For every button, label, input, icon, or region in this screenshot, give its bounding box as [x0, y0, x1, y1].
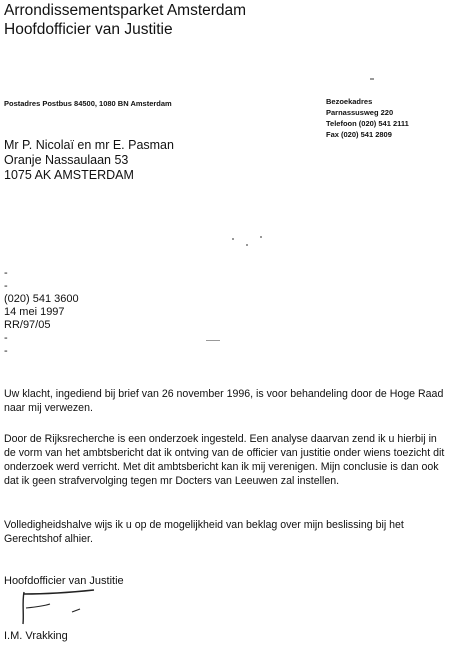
- visiting-address: [326, 96, 409, 140]
- visiting-address-street: Parnassusweg 220: [326, 108, 394, 117]
- letterhead-organization: Arrondissementsparket Amsterdam: [4, 2, 247, 19]
- reference-line: -: [4, 280, 8, 292]
- scan-speck: [260, 236, 262, 238]
- closing-title: Hoofdofficier van Justitie: [4, 575, 124, 587]
- letterhead-department: Hoofdofficier van Justitie: [4, 21, 173, 38]
- addressee-block: [4, 138, 174, 183]
- addressee-street: Oranje Nassaulaan 53: [4, 153, 129, 167]
- scan-speck: [206, 340, 220, 341]
- reference-block: [4, 267, 79, 358]
- scan-speck: [232, 238, 234, 240]
- body-paragraph-1: Uw klacht, ingediend bij brief van 26 november 1996, is voor behandeling door de Hoge Raad naar mij verwezen.: [4, 388, 444, 414]
- reference-line: -: [4, 332, 8, 344]
- reference-date: 14 mei 1997: [4, 306, 65, 318]
- body-paragraph-3: Volledigheidshalve wijs ik u op de mogelijkheid van beklag over mijn beslissing bij het Gerechtshof alhier.: [4, 519, 404, 545]
- visiting-address-phone: Telefoon (020) 541 2111: [326, 119, 409, 128]
- postal-address: Postadres Postbus 84500, 1080 BN Amsterdam: [4, 99, 172, 108]
- visiting-address-heading: Bezoekadres: [326, 97, 373, 106]
- signer-name: I.M. Vrakking: [4, 630, 68, 642]
- reference-line: -: [4, 345, 8, 357]
- body-paragraph-2: Door de Rijksrecherche is een onderzoek ingesteld. Een analyse daarvan zend ik u hierbij in de vorm van het ambtsbericht dat ik ontving van de officier van justitie onder wiens toezicht dit onderzoek werd verricht. Met dit ambtsbericht kan ik mij verenigen. Mijn conclusie is dan ook dat ik geen strafvervolging tegen mr Docters van Leeuwen zal instellen.: [4, 433, 445, 487]
- scan-speck: [246, 244, 248, 246]
- scan-speck: [370, 78, 374, 80]
- reference-line: -: [4, 267, 8, 279]
- reference-phone: (020) 541 3600: [4, 293, 79, 305]
- visiting-address-fax: Fax (020) 541 2809: [326, 130, 392, 139]
- addressee-city: 1075 AK AMSTERDAM: [4, 168, 134, 182]
- reference-code: RR/97/05: [4, 319, 51, 331]
- addressee-name: Mr P. Nicolaï en mr E. Pasman: [4, 138, 174, 152]
- signature-image: [10, 588, 100, 628]
